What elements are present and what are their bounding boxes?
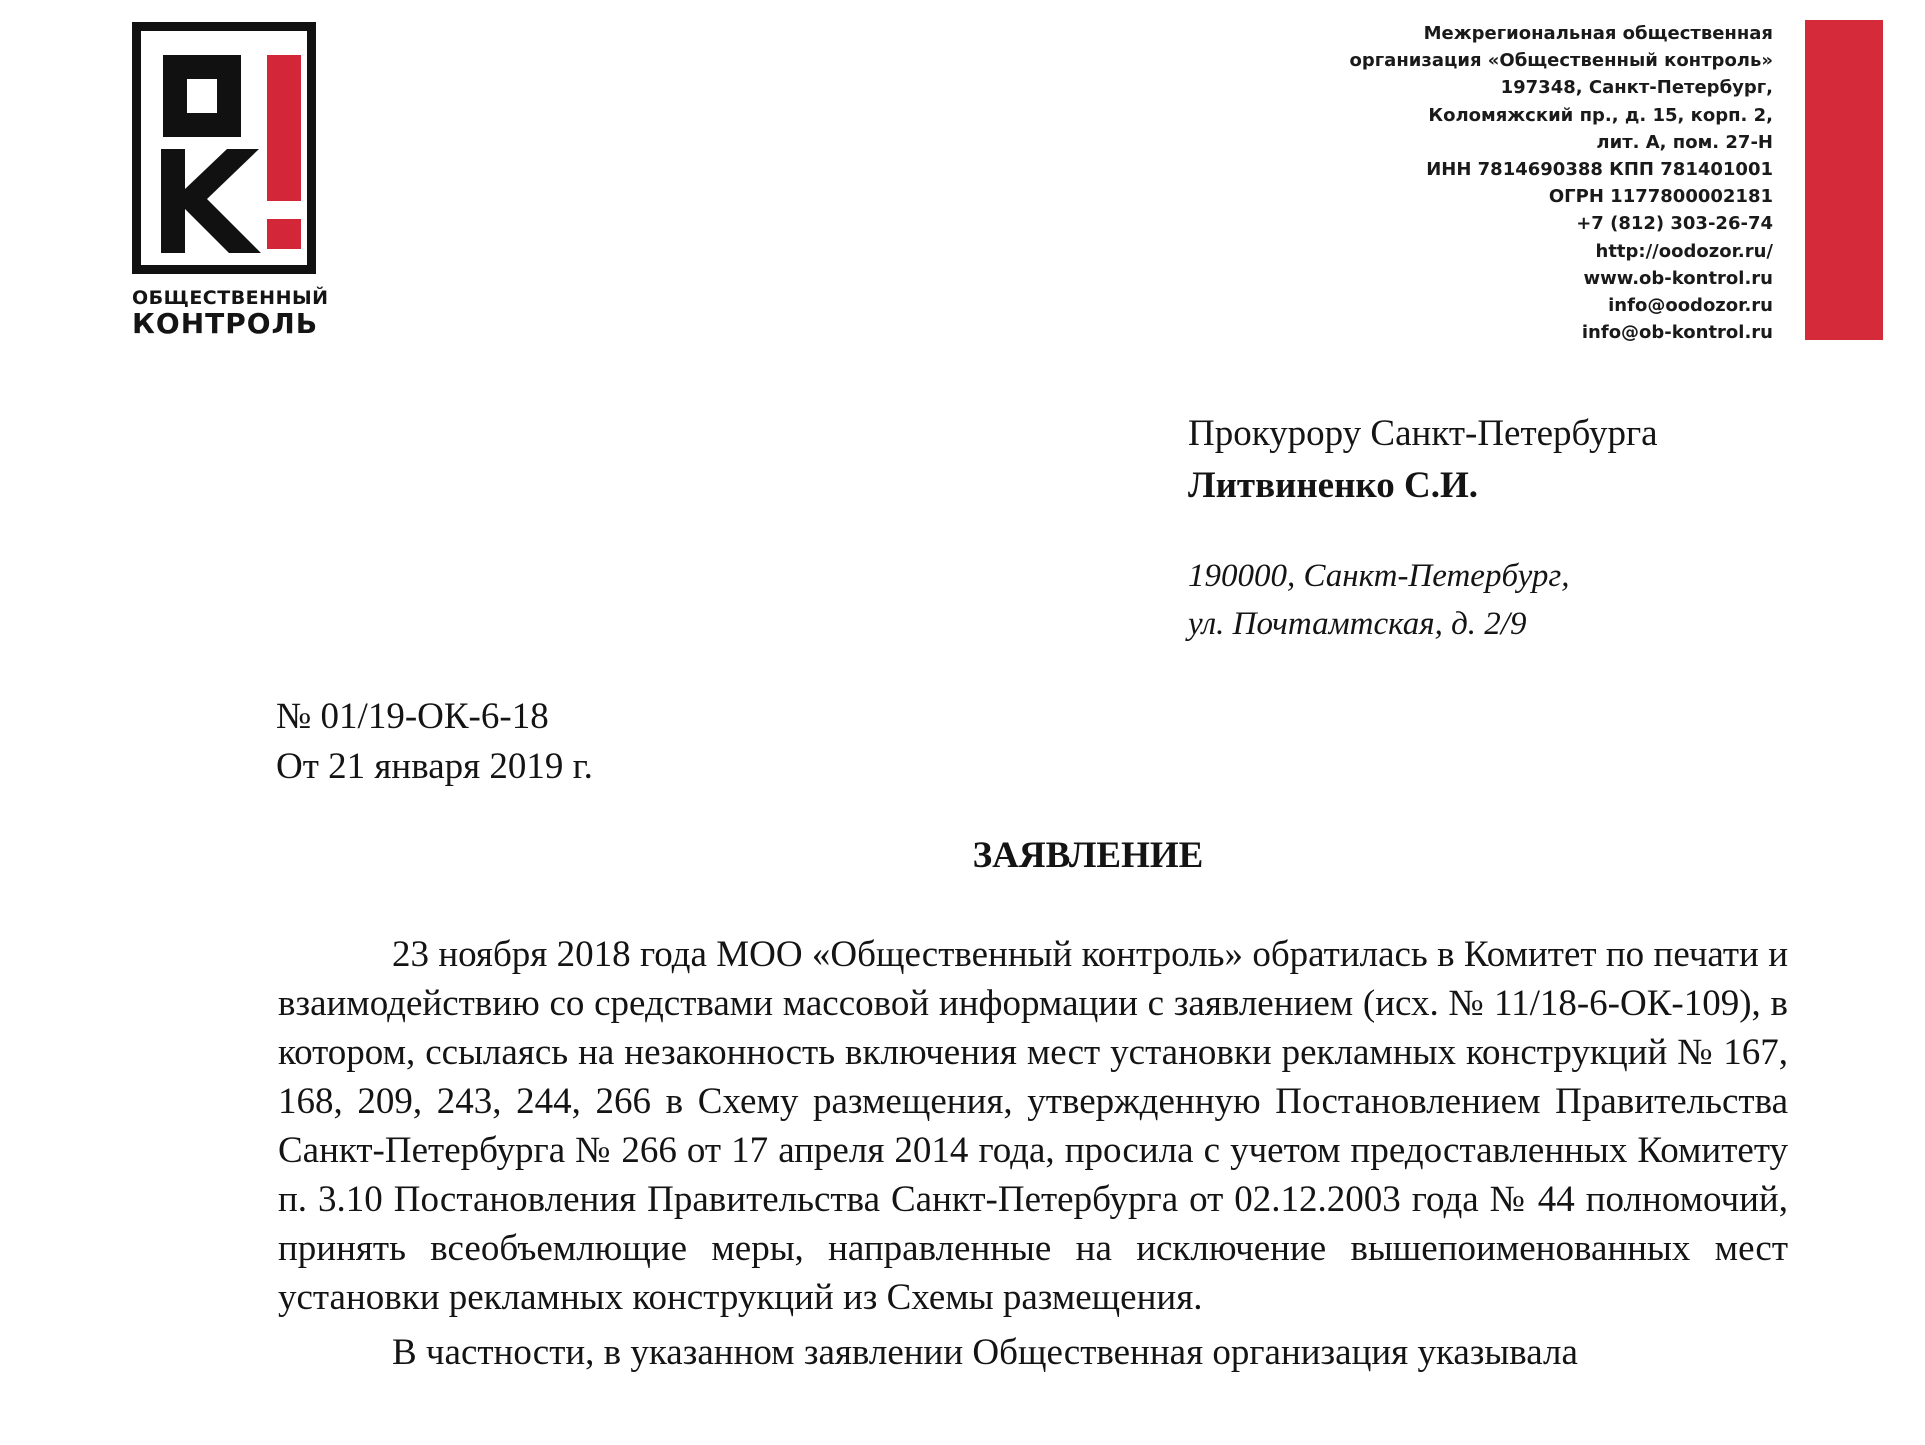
- org-info-line: организация «Общественный контроль»: [1349, 50, 1773, 72]
- logo-caption-line2: КОНТРОЛЬ: [132, 306, 319, 340]
- organization-logo: [132, 22, 329, 340]
- org-info-phone: +7 (812) 303-26-74: [1576, 213, 1773, 235]
- document-body: [278, 930, 1788, 1377]
- logo-letter-k: [161, 149, 261, 253]
- addressee-address: [1188, 552, 1828, 648]
- logo-frame: [132, 22, 316, 274]
- addressee-name: Литвиненко С.И.: [1188, 465, 1479, 506]
- document-reference: [276, 692, 593, 792]
- org-info-website: www.ob-kontrol.ru: [1583, 267, 1773, 289]
- body-paragraph: 23 ноября 2018 года МОО «Общественный контроль» обратилась в Комитет по печати и взаимодействию со средствами массовой информации с заявлением (исх. № 11/18-6-ОК-109), в котором, ссылаясь на незаконность включения мест установки рекламных конструкций № 167, 168, 209, 243, 244, 266 в Схему размещения, утвержденную Постановлением Правительства Санкт-Петербурга № 266 от 17 апреля 2014 года, просила с учетом предоставленных Комитету п. 3.10 Постановления Правительства Санкт-Петербурга от 02.12.2003 года № 44 полномочий, принять всеобъемлющие меры, направленные на исключение вышепоименованных мест установки рекламных конструкций из Схемы размещения.: [278, 934, 1788, 1318]
- logo-caption-line1: ОБЩЕСТВЕННЫЙ: [132, 287, 329, 309]
- org-info-line: Коломяжский пр., д. 15, корп. 2,: [1428, 104, 1773, 126]
- org-info-line: ОГРН 1177800002181: [1548, 186, 1773, 208]
- org-info-website: http://oodozor.ru/: [1595, 240, 1773, 262]
- body-paragraph: В частности, в указанном заявлении Общественная организация указывала: [392, 1332, 1578, 1373]
- org-info-line: Межрегиональная общественная: [1423, 23, 1773, 44]
- addressee-block: [1188, 408, 1828, 512]
- organization-contact-block: [1253, 20, 1773, 346]
- logo-caption: [132, 288, 332, 340]
- document-number: № 01/19-ОК-6-18: [276, 696, 549, 737]
- logo-exclamation-dot: [267, 219, 301, 249]
- addressee-title: Прокурору Санкт-Петербурга: [1188, 413, 1658, 454]
- org-info-email: info@oodozor.ru: [1608, 295, 1773, 317]
- address-line: 190000, Санкт-Петербург,: [1188, 558, 1570, 594]
- org-info-line: ИНН 7814690388 КПП 781401001: [1426, 159, 1773, 181]
- address-line: ул. Почтамтская, д. 2/9: [1188, 606, 1527, 642]
- document-title: ЗАЯВЛЕНИЕ: [972, 835, 1204, 876]
- logo-exclamation-bar: [267, 55, 301, 201]
- document-date: От 21 января 2019 г.: [276, 746, 593, 787]
- org-info-email: info@ob-kontrol.ru: [1581, 322, 1773, 344]
- logo-letter-o: [163, 55, 241, 137]
- header-red-band: [1805, 20, 1883, 340]
- org-info-line: лит. А, пом. 27-Н: [1596, 131, 1773, 153]
- org-info-line: 197348, Санкт-Петербург,: [1500, 77, 1773, 99]
